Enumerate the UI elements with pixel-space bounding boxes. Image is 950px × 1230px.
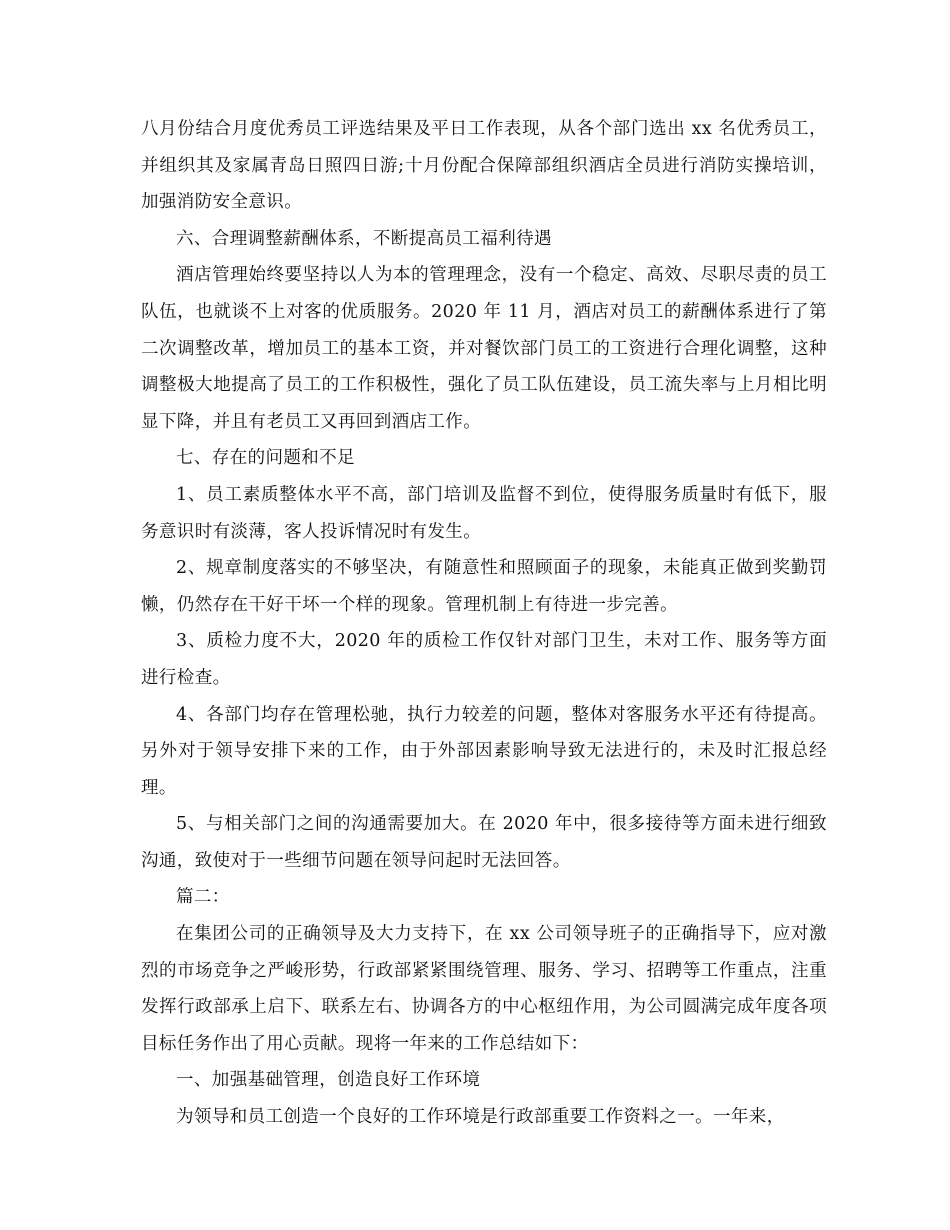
- list-item: 5、与相关部门之间的沟通需要加大。在 2020 年中，很多接待等方面未进行细致沟通，致使对于一些细节问题在领导问起时无法回答。: [141, 814, 827, 871]
- paragraph: 为领导和员工创造一个良好的工作环境是行政部重要工作资料之一。一年来，: [176, 1107, 785, 1128]
- list-item: 3、质检力度不大，2020 年的质检工作仅针对部门卫生，未对工作、服务等方面进行检查。: [141, 631, 827, 688]
- list-item: 4、各部门均存在管理松驰，执行力较差的问题，整体对客服务水平还有待提高。另外对于领导安排下来的工作，由于外部因素影响导致无法进行的，未及时汇报总经理。: [141, 704, 827, 798]
- list-item: 2、规章制度落实的不够坚决，有随意性和照顾面子的现象，未能真正做到奖勤罚懒，仍然存在干好干坏一个样的现象。管理机制上有待进一步完善。: [141, 558, 827, 615]
- paragraph: 八月份结合月度优秀员工评选结果及平日工作表现，从各个部门选出 xx 名优秀员工，并组织其及家属青岛日照四日游;十月份配合保障部组织酒店全员进行消防实操培训，加强消防安全意识。: [141, 119, 827, 213]
- section-heading: 七、存在的问题和不足: [176, 448, 355, 469]
- part-heading: 篇二：: [176, 887, 230, 908]
- section-heading: 一、加强基础管理，创造良好工作环境: [176, 1070, 481, 1091]
- paragraph: 酒店管理始终要坚持以人为本的管理理念，没有一个稳定、高效、尽职尽责的员工队伍，也就谈不上对客的优质服务。2020 年 11 月，酒店对员工的薪酬体系进行了第二次调整改革，增加员工的基本工资，并对餐饮部门员工的工资进行合理化调整，这种调整极大地提高了员工的工作积极性，强化了员工队伍建设，员工流失率与上月相比明显下降，并且有老员工又再回到酒店工作。: [141, 265, 827, 432]
- paragraph: 在集团公司的正确领导及大力支持下，在 xx 公司领导班子的正确指导下，应对激烈的市场竞争之严峻形势，行政部紧紧围绕管理、服务、学习、招聘等工作重点，注重发挥行政部承上启下、联系左右、协调各方的中心枢纽作用，为公司圆满完成年度各项目标任务作出了用心贡献。现将一年来的工作总结如下：: [141, 924, 827, 1054]
- document-body: [141, 111, 827, 1136]
- section-heading: 六、合理调整薪酬体系，不断提高员工福利待遇: [176, 228, 552, 249]
- list-item: 1、员工素质整体水平不高，部门培训及监督不到位，使得服务质量时有低下，服务意识时有淡薄，客人投诉情况时有发生。: [141, 484, 827, 542]
